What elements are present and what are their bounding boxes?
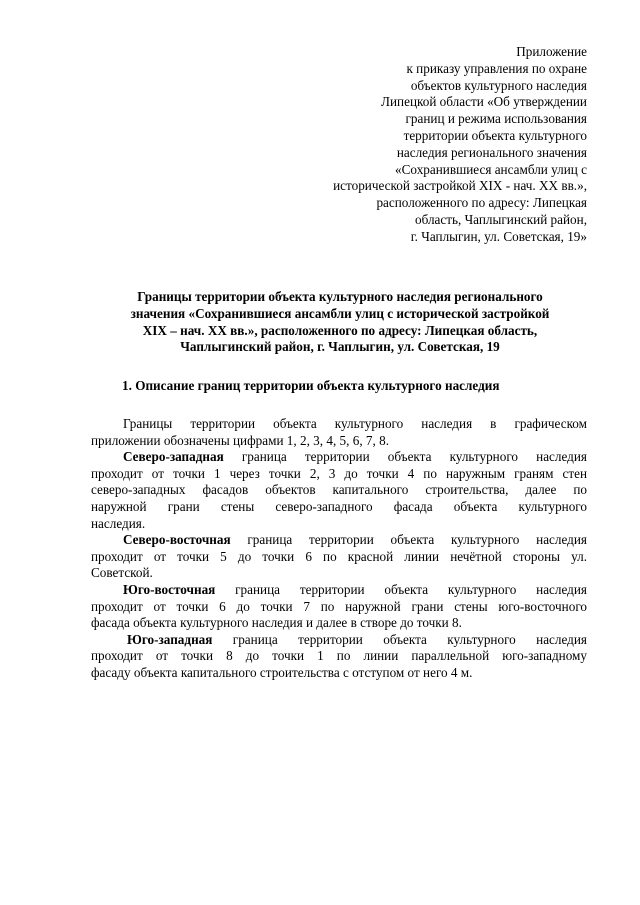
paragraph-line	[91, 532, 587, 549]
boundary-label: Северо-западная	[123, 449, 224, 465]
boundary-label: Юго-восточная	[123, 581, 216, 597]
paragraph-line: Советской.	[91, 565, 153, 581]
paragraph-line: северо-западных фасадов объектов капитального строительства, далее по	[91, 482, 587, 498]
appendix-block	[257, 44, 587, 246]
southeast-boundary-paragraph	[91, 582, 587, 632]
northeast-boundary-paragraph	[91, 532, 587, 582]
paragraph-text: граница территории объекта культурного наследия	[230, 532, 587, 548]
title-line: XIX – нач. XX вв.», расположенного по адресу: Липецкая область,	[142, 322, 538, 338]
appendix-line: «Сохранившиеся ансамбли улиц с	[395, 161, 587, 177]
appendix-line: объектов культурного наследия	[410, 77, 587, 93]
section-heading: 1. Описание границ территории объекта культурного наследия	[122, 378, 500, 393]
title-line: значения «Сохранившиеся ансамбли улиц с исторической застройкой	[130, 305, 550, 321]
southwest-boundary-paragraph	[91, 632, 587, 682]
boundary-label: Юго-западная	[127, 631, 213, 647]
paragraph-line: проходит от точки 6 до точки 7 по наружной грани стены юго-восточного	[91, 598, 587, 614]
paragraph-line: наружной грани стены северо-западного фасада объекта культурного	[91, 498, 587, 514]
appendix-line: область, Чаплыгинский район,	[414, 211, 587, 227]
title-line: Чаплыгинский район, г. Чаплыгин, ул. Советская, 19	[180, 339, 500, 355]
paragraph-text: граница территории объекта культурного наследия	[215, 581, 587, 597]
boundary-label: Северо-восточная	[123, 532, 231, 548]
paragraph-line: проходит от точки 8 до точки 1 по линии параллельной юго-западному	[91, 648, 587, 664]
document-body	[91, 416, 587, 682]
paragraph-line	[91, 632, 587, 649]
appendix-line: территории объекта культурного	[403, 127, 587, 143]
paragraph-text: граница территории объекта культурного наследия	[223, 449, 587, 465]
appendix-line: исторической застройкой XIX - нач. XX вв.»,	[333, 178, 587, 194]
paragraph-text: граница территории объекта культурного наследия	[212, 631, 587, 647]
paragraph-line: Границы территории объекта культурного наследия в графическом	[123, 416, 587, 431]
paragraph-line: фасада объекта культурного наследия и далее в створе до точки 8.	[91, 615, 462, 631]
document-title	[90, 289, 590, 356]
paragraph-line	[91, 582, 587, 599]
intro-paragraph	[91, 416, 587, 449]
paragraph-line: наследия.	[91, 515, 146, 531]
paragraph-line: фасаду объекта капитального строительства с отступом от него 4 м.	[91, 664, 473, 680]
appendix-line: границ и режима использования	[405, 111, 587, 127]
paragraph-line: проходит от точки 1 через точки 2, 3 до точки 4 по наружным граням стен	[91, 465, 587, 481]
northwest-boundary-paragraph	[91, 449, 587, 532]
appendix-line: г. Чаплыгин, ул. Советская, 19»	[410, 228, 587, 244]
paragraph-line: приложении обозначены цифрами 1, 2, 3, 4, 5, 6, 7, 8.	[91, 432, 390, 448]
appendix-line: Липецкой области «Об утверждении	[381, 94, 587, 110]
appendix-line: наследия регионального значения	[396, 144, 587, 160]
appendix-line: Приложение	[516, 44, 587, 59]
appendix-line: расположенного по адресу: Липецкая	[376, 195, 587, 211]
appendix-line: к приказу управления по охране	[406, 60, 587, 76]
paragraph-line: проходит от точки 5 до точки 6 по красной линии нечётной стороны ул.	[91, 548, 587, 564]
title-line: Границы территории объекта культурного наследия регионального	[137, 289, 543, 304]
paragraph-line	[91, 449, 587, 466]
